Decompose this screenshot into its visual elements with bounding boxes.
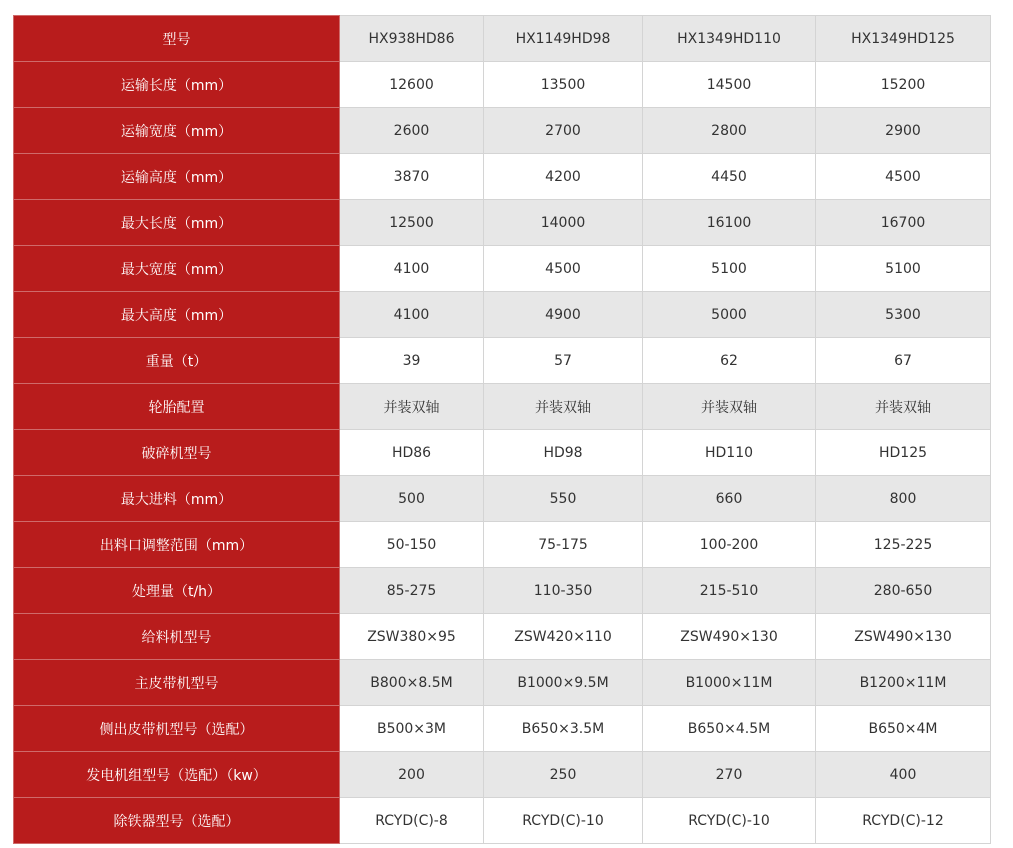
row-label: 最大长度（mm） [14,200,340,246]
table-row [14,660,991,706]
table-row [14,522,991,568]
table-cell: B1000×11M [643,660,816,706]
table-row [14,16,991,62]
row-label: 除铁器型号（选配） [14,798,340,844]
table-cell: 4900 [484,292,643,338]
table-cell: 57 [484,338,643,384]
table-cell: 4450 [643,154,816,200]
table-cell: 215-510 [643,568,816,614]
table-cell: 200 [340,752,484,798]
spec-table-body [14,16,991,844]
table-cell: 400 [816,752,991,798]
table-row [14,798,991,844]
table-cell: 660 [643,476,816,522]
table-cell: 4200 [484,154,643,200]
row-label: 主皮带机型号 [14,660,340,706]
table-cell: 5100 [816,246,991,292]
table-cell: HX1149HD98 [484,16,643,62]
table-cell: HX1349HD125 [816,16,991,62]
row-label: 破碎机型号 [14,430,340,476]
table-row [14,706,991,752]
table-cell: 4500 [816,154,991,200]
table-cell: 15200 [816,62,991,108]
table-cell: 并装双轴 [643,384,816,430]
table-row [14,568,991,614]
table-cell: B800×8.5M [340,660,484,706]
spec-table [13,15,991,844]
row-label: 出料口调整范围（mm） [14,522,340,568]
row-label: 最大宽度（mm） [14,246,340,292]
table-cell: 12600 [340,62,484,108]
table-cell: 62 [643,338,816,384]
table-cell: 4100 [340,246,484,292]
row-label: 运输高度（mm） [14,154,340,200]
table-cell: 125-225 [816,522,991,568]
table-cell: 2600 [340,108,484,154]
table-cell: 250 [484,752,643,798]
table-cell: B650×3.5M [484,706,643,752]
row-label: 最大高度（mm） [14,292,340,338]
table-row [14,476,991,522]
table-cell: 110-350 [484,568,643,614]
row-label: 发电机组型号（选配）（kw） [14,752,340,798]
table-cell: 3870 [340,154,484,200]
table-cell: B1000×9.5M [484,660,643,706]
table-cell: B500×3M [340,706,484,752]
table-cell: HD125 [816,430,991,476]
table-row [14,752,991,798]
table-cell: 270 [643,752,816,798]
table-cell: ZSW490×130 [643,614,816,660]
table-row [14,384,991,430]
table-cell: 4100 [340,292,484,338]
row-label: 型号 [14,16,340,62]
table-cell: 67 [816,338,991,384]
table-cell: HD86 [340,430,484,476]
row-label: 运输宽度（mm） [14,108,340,154]
row-label: 运输长度（mm） [14,62,340,108]
table-cell: B1200×11M [816,660,991,706]
table-cell: 4500 [484,246,643,292]
table-row [14,430,991,476]
table-cell: 并装双轴 [340,384,484,430]
row-label: 侧出皮带机型号（选配） [14,706,340,752]
table-row [14,614,991,660]
table-cell: 16100 [643,200,816,246]
table-cell: 39 [340,338,484,384]
row-label: 重量（t） [14,338,340,384]
table-row [14,200,991,246]
table-cell: 16700 [816,200,991,246]
table-cell: B650×4M [816,706,991,752]
table-cell: 13500 [484,62,643,108]
table-cell: HD98 [484,430,643,476]
row-label: 最大进料（mm） [14,476,340,522]
table-row [14,246,991,292]
table-row [14,338,991,384]
table-cell: 85-275 [340,568,484,614]
table-cell: 5000 [643,292,816,338]
table-cell: 并装双轴 [816,384,991,430]
row-label: 处理量（t/h） [14,568,340,614]
table-cell: 5100 [643,246,816,292]
table-cell: 100-200 [643,522,816,568]
table-cell: 550 [484,476,643,522]
table-cell: 14000 [484,200,643,246]
table-row [14,62,991,108]
table-cell: 2700 [484,108,643,154]
table-cell: 50-150 [340,522,484,568]
table-cell: B650×4.5M [643,706,816,752]
table-row [14,292,991,338]
table-row [14,154,991,200]
table-cell: ZSW490×130 [816,614,991,660]
table-cell: 800 [816,476,991,522]
table-cell: ZSW380×95 [340,614,484,660]
table-cell: HX1349HD110 [643,16,816,62]
table-cell: HD110 [643,430,816,476]
table-cell: RCYD(C)-10 [643,798,816,844]
table-cell: 500 [340,476,484,522]
table-row [14,108,991,154]
table-cell: 2900 [816,108,991,154]
table-cell: RCYD(C)-8 [340,798,484,844]
table-cell: 280-650 [816,568,991,614]
table-cell: 并装双轴 [484,384,643,430]
table-cell: 12500 [340,200,484,246]
table-cell: RCYD(C)-12 [816,798,991,844]
table-cell: ZSW420×110 [484,614,643,660]
table-cell: RCYD(C)-10 [484,798,643,844]
table-cell: 75-175 [484,522,643,568]
row-label: 给料机型号 [14,614,340,660]
table-cell: 2800 [643,108,816,154]
table-cell: 5300 [816,292,991,338]
table-cell: HX938HD86 [340,16,484,62]
row-label: 轮胎配置 [14,384,340,430]
table-cell: 14500 [643,62,816,108]
